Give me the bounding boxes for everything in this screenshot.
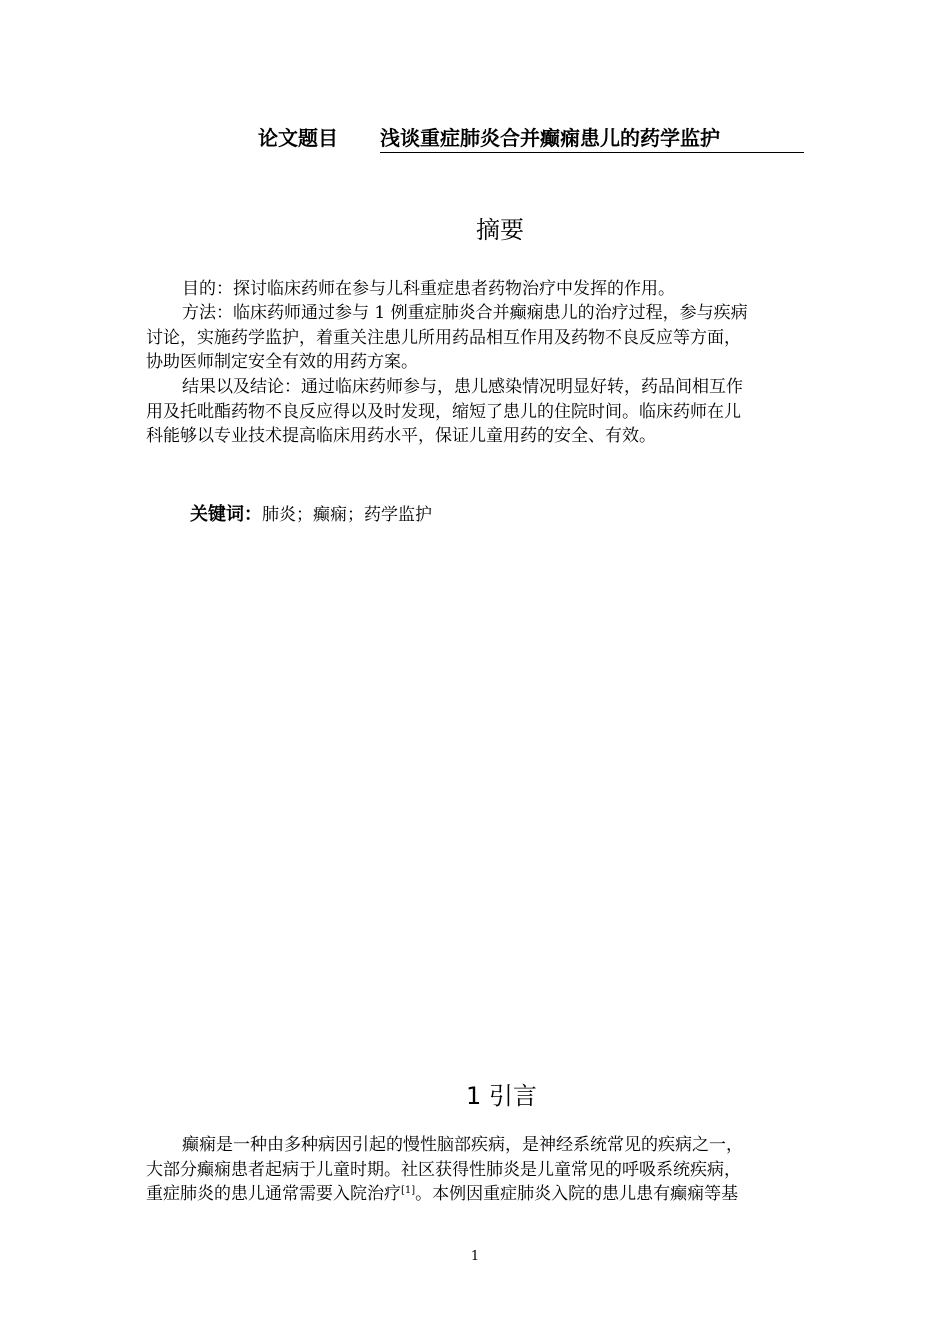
abstract-objective: [146, 277, 806, 302]
keywords-list: 肺炎；癫痫；药学监护: [262, 505, 432, 525]
introduction-text: 重症肺炎的患儿通常需要入院治疗: [146, 1184, 401, 1204]
keywords-label: 关键词：: [190, 504, 262, 525]
introduction-line: [146, 1182, 806, 1207]
abstract-heading: 摘要: [476, 216, 524, 244]
keywords: [190, 502, 432, 528]
abstract-method-line: 讨论，实施药学监护，着重关注患儿所用药品相互作用及药物不良反应等方面，: [146, 327, 741, 348]
abstract-method-line: 协助医师制定安全有效的用药方案。: [146, 352, 418, 372]
abstract-method-line: 方法：临床药师通过参与 1 例重症肺炎合并癫痫患儿的治疗过程，参与疾病: [182, 303, 748, 323]
introduction-line: 癫痫是一种由多种病因引起的慢性脑部疾病，是神经系统常见的疾病之一，: [182, 1135, 743, 1155]
thesis-title: 浅谈重症肺炎合并癫痫患儿的药学监护: [380, 124, 804, 153]
abstract-objective-text: 目的：探讨临床药师在参与儿科重症患者药物治疗中发挥的作用。: [182, 279, 675, 299]
abstract-method: [146, 301, 806, 375]
abstract-result-line: 结果以及结论：通过临床药师参与，患儿感染情况明显好转，药品间相互作: [182, 377, 743, 397]
page-number: 1: [470, 1249, 480, 1264]
abstract-result: [146, 375, 806, 449]
introduction-heading: 1 引言: [466, 1082, 537, 1110]
citation-reference[interactable]: [1]: [401, 1185, 416, 1196]
abstract-result-line: 用及托吡酯药物不良反应得以及时发现，缩短了患儿的住院时间。临床药师在儿: [146, 401, 741, 422]
introduction-line: 大部分癫痫患者起病于儿童时期。社区获得性肺炎是儿童常见的呼吸系统疾病，: [146, 1159, 741, 1180]
thesis-title-label: 论文题目: [258, 126, 338, 150]
introduction-text: 。本例因重症肺炎入院的患儿患有癫痫等基: [415, 1184, 739, 1204]
introduction-paragraph: [146, 1133, 806, 1207]
abstract-result-line: 科能够以专业技术提高临床用药水平，保证儿童用药的安全、有效。: [146, 426, 656, 446]
